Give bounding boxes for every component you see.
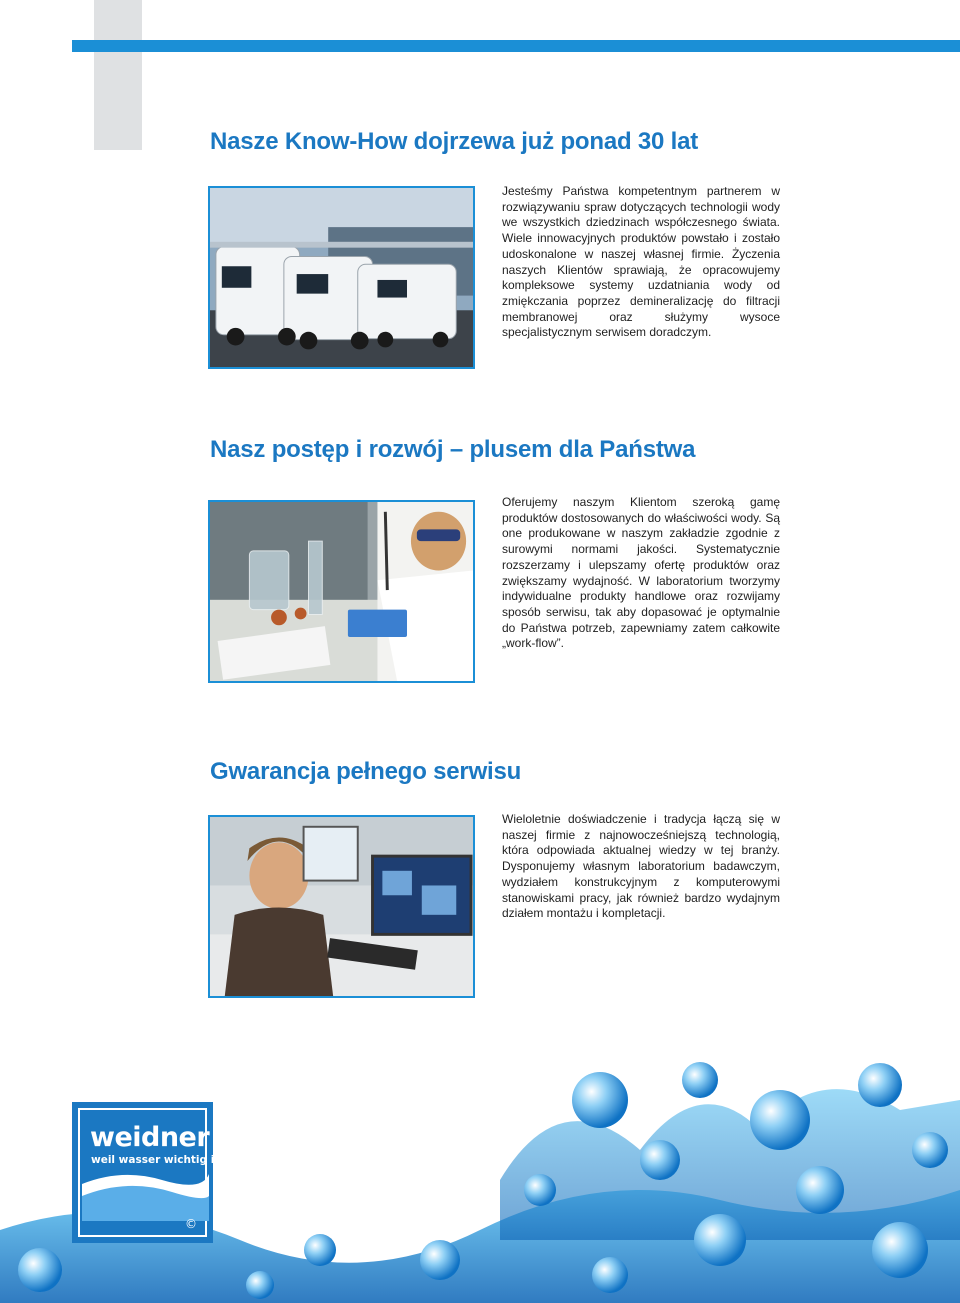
section-3-paragraph: Wieloletnie doświadczenie i tradycja łączą się w naszej firmie z najnowocześniejszą technologią, która odpowiada aktualnej wiedzy w tej branży. Dysponujemy własnym laboratorium badawczym, wydziałem konstrukcyjnym z komputerowymi stanowiskami pracy, jak również bardzo wydajnym działem montażu i kompletacji. — [502, 812, 780, 921]
service-vans-photo — [208, 186, 475, 369]
logo-wave-icon — [82, 1166, 209, 1221]
top-blue-bar — [72, 40, 960, 52]
laboratory-photo — [208, 500, 475, 683]
computer-workstation-photo — [208, 815, 475, 998]
section-1-heading: Nasze Know-How dojrzewa już ponad 30 lat — [210, 128, 699, 155]
top-grey-bar — [94, 0, 142, 150]
weidner-logo — [72, 1102, 226, 1243]
logo-frame — [78, 1108, 226, 1237]
section-1-paragraph: Jesteśmy Państwa kompetentnym partnerem w rozwiązywaniu spraw dotyczących technologii wody we wszystkich dziedzinach współczesnego świata. Wiele innowacyjnych produktów powstało i zostało udoskonalone w naszej własnej firmie. Życzenia naszych Klientów sprawiają, że opracowujemy kompleksowe systemy uzdatniania wody od zmiękczania poprzez demineralizację do filtracji membranowej oraz służymy wysoce specjalistycznym serwisem doradczym. — [502, 184, 780, 340]
section-3-heading: Gwarancja pełnego serwisu — [210, 758, 522, 785]
section-2-heading: Nasz postęp i rozwój – plusem dla Państwa — [210, 436, 696, 463]
section-2-paragraph: Oferujemy naszym Klientom szeroką gamę produktów dostosowanych do właściwości wody. Są one produkowane w naszym zakładzie zgodnie z surowymi normami jakości. Systematycznie rozszerzamy i ulepszamy ofertę produktów oraz zwiększamy wydajność. W laboratorium tworzymy indywidualne produkty handlowe oraz rozwijamy sposób serwisu, tak aby dopasować je optymalnie do Państwa potrzeb, zapewniamy zatem całkowite „work-flow”. — [502, 495, 780, 651]
logo-wordmark: weidner — [90, 1122, 210, 1153]
logo-tagline: weil wasser wichtig ist — [91, 1154, 226, 1166]
copyright-mark: © — [185, 1217, 197, 1231]
